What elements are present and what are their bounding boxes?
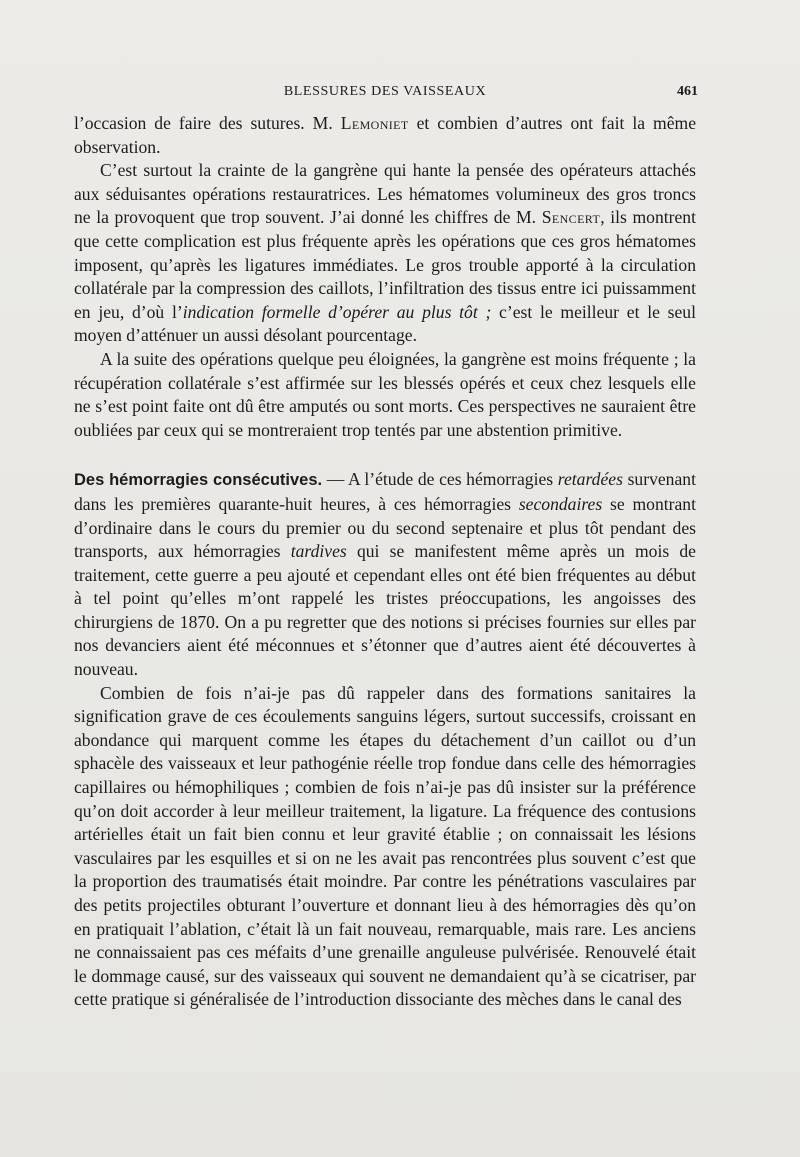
emphasis-tardives: tardives	[290, 541, 347, 562]
paragraph-2	[74, 159, 696, 348]
author-name-lemoniet: Lemoniet	[340, 113, 409, 133]
paragraph-1-text-b: et combien d’autres ont fait la même observation.	[74, 113, 697, 157]
emphasis-indication: indication formelle d’opérer au plus tôt ;	[182, 301, 492, 322]
running-title: BLESSURES DES VAISSEAUX	[283, 84, 487, 99]
emphasis-secondaires: secondaires	[518, 493, 603, 514]
page-number: 461	[677, 84, 698, 99]
emphasis-retardees: retardées	[557, 469, 623, 490]
paragraph-4-text-c: se montrant d’ordinaire dans le cours du premier ou du second septenaire et plus tôt pendant des transports, aux hémorragies	[74, 493, 696, 562]
paragraph-2-text-a: C’est surtout la crainte de la gangrène qui hante la pensée des opérateurs attachés aux séduisantes opérations restauratrices. Les hématomes volumineux des gros troncs ne la provoquent que trop souvent. J’ai donné les chiffres de M.	[74, 160, 696, 228]
paragraph-5	[74, 682, 696, 1012]
author-name-sencert: Sencert	[541, 207, 601, 228]
paragraph-3-text: A la suite des opérations quelque peu éloignées, la gangrène est moins fréquente ; la récupération collatérale s’est affirmée sur les blessés opérés et ceux chez lesquels elle ne s’est point faite ont dû être amputés ou sont morts. Ces perspectives ne sauraient être oubliées par ceux qui se montreraient trop tentés par une abstention primitive.	[74, 348, 696, 440]
paragraph-2-text-b: , ils montrent que cette complication est plus fréquente après les opérations que ces gros hématomes imposent, qu’après les ligatures immédiates. Le gros trouble apporté à la circulation collatérale par la compression des caillots, l’infiltration des tissus entre ici puissamment en jeu, d’où l’	[74, 207, 696, 322]
paragraph-5-text: Combien de fois n’ai-je pas dû rappeler dans des formations sanitaires la signification grave de ces écoulements sanguins légers, surtout successifs, croissant en abondance qui marquent comme les étapes du détachement d’un caillot ou d’un sphacèle des vaisseaux et leur pathogénie réelle trop fondue dans celle des hémorragies capillaires ou hémophiliques ; combien de fois n’ai-je pas dû insister sur la préférence qu’on doit accorder à leur meilleur traitement, la ligature. La fréquence des contusions artérielles était un fait bien connu et leur gravité établie ; on connaissait les lésions vasculaires par les esquilles et si on ne les avait pas rencontrées plus souvent c’est que la proportion des traumatisés était moindre. Par contre les pénétrations vasculaires par des petits projectiles obturant l’ouverture et donnant lieu à des hémorragies dès qu’on en pratiquait l’ablation, c’était là un fait nouveau, remarquable, mais rare. Les anciens ne connaissaient pas ces méfaits d’une grenaille anguleuse pulvérisée. Renouvelé était le dommage causé, sur des vaisseaux qui souvent ne demandaient qu’à se cicatriser, par cette pratique si généralisée de l’introduction dissociante des mèches dans le canal des	[74, 682, 696, 1010]
paragraph-1-text-a: l’occasion de faire des sutures. M.	[74, 113, 333, 133]
section-heading: Des hémorragies consécutives.	[74, 471, 323, 490]
body-text	[74, 112, 696, 1012]
paragraph-1	[74, 112, 696, 159]
paragraph-4-text-b: survenant dans les premières quarante-huit heures, à ces hémorragies	[74, 469, 696, 514]
paragraph-4-text-a: — A l’étude de ces hémorragies	[326, 469, 554, 490]
paragraph-3	[74, 348, 696, 442]
paragraph-2-text-c: c’est le meilleur et le seul moyen d’atténuer un aussi désolant pourcentage.	[74, 301, 696, 346]
page-header	[72, 84, 698, 104]
paragraph-4-text-d: qui se manifestent même après un mois de traitement, cette guerre a peu ajouté et cependant elles ont été bien fréquentes au début à tel point qu’elles m’ont rappelé les tristes préoccupations, les angoisses des chirurgiens de 1870. On a pu regretter que des notions si précises fournies sur elles par nos devanciers aient été méconnues et s’étonner que d’autres aient été découvertes à nouveau.	[74, 541, 696, 680]
paragraph-4	[74, 468, 696, 681]
